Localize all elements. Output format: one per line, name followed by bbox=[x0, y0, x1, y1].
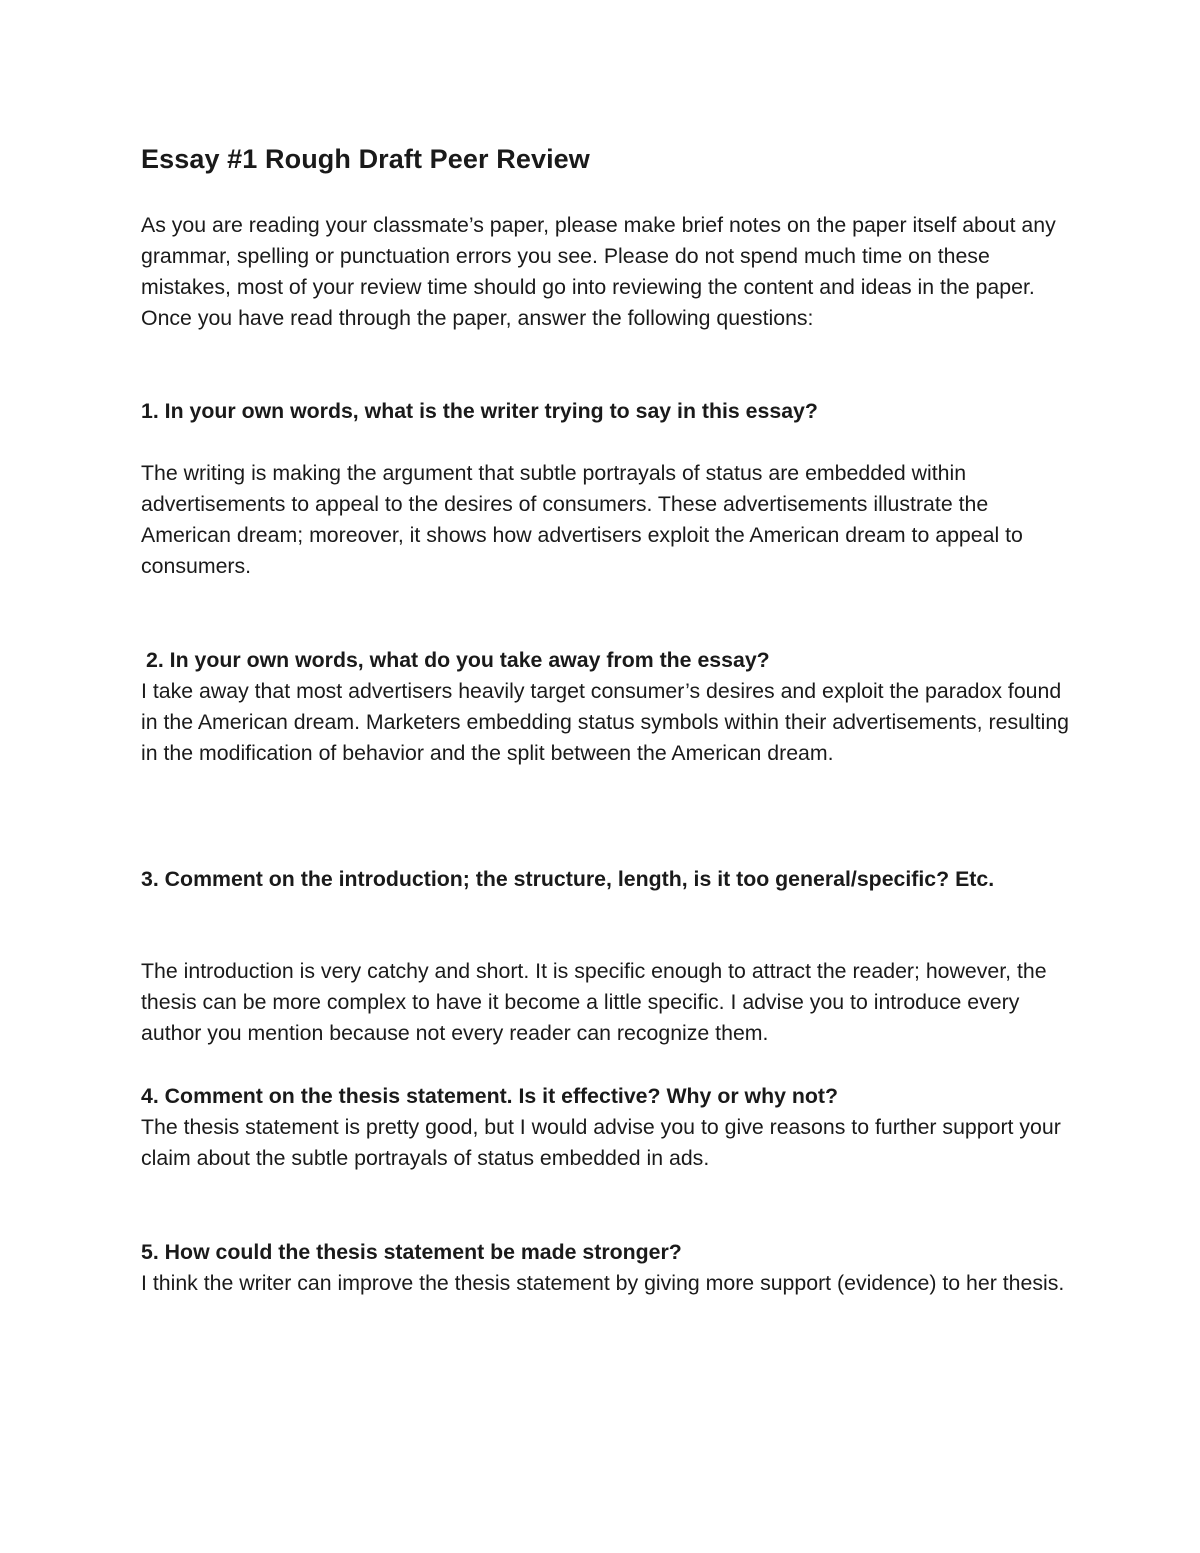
answer-5: I think the writer can improve the thesis statement by giving more support (evidence) to her thesis. bbox=[141, 1271, 1065, 1295]
answer-4: The thesis statement is pretty good, but I would advise you to give reasons to further support your claim about the subtle portrayals of status embedded in ads. bbox=[141, 1115, 1061, 1170]
document-title: Essay #1 Rough Draft Peer Review bbox=[141, 144, 590, 174]
question-2: 2. In your own words, what do you take away from the essay? bbox=[146, 648, 770, 672]
answer-3: The introduction is very catchy and short. It is specific enough to attract the reader; however, the thesis can be more complex to have it become a little specific. I advise you to introduce every author you mention because not every reader can recognize them. bbox=[141, 959, 1047, 1045]
question-3: 3. Comment on the introduction; the structure, length, is it too general/specific? Etc. bbox=[141, 867, 995, 891]
question-1: 1. In your own words, what is the writer trying to say in this essay? bbox=[141, 399, 818, 423]
question-4: 4. Comment on the thesis statement. Is it effective? Why or why not? bbox=[141, 1084, 838, 1108]
instructions-paragraph: As you are reading your classmate’s paper, please make brief notes on the paper itself about any grammar, spelling or punctuation errors you see. Please do not spend much time on these mistakes, most of your review time should go into reviewing the content and ideas in the paper. Once you have read through the paper, answer the following questions: bbox=[141, 213, 1056, 330]
answer-2: I take away that most advertisers heavily target consumer’s desires and exploit the paradox found in the American dream. Marketers embedding status symbols within their advertisements, resulting in the modification of behavior and the split between the American dream. bbox=[141, 679, 1070, 765]
question-5: 5. How could the thesis statement be made stronger? bbox=[141, 1240, 682, 1264]
answer-1: The writing is making the argument that subtle portrayals of status are embedded within advertisements to appeal to the desires of consumers. These advertisements illustrate the American dream; moreover, it shows how advertisers exploit the American dream to appeal to consumers. bbox=[141, 461, 1023, 578]
